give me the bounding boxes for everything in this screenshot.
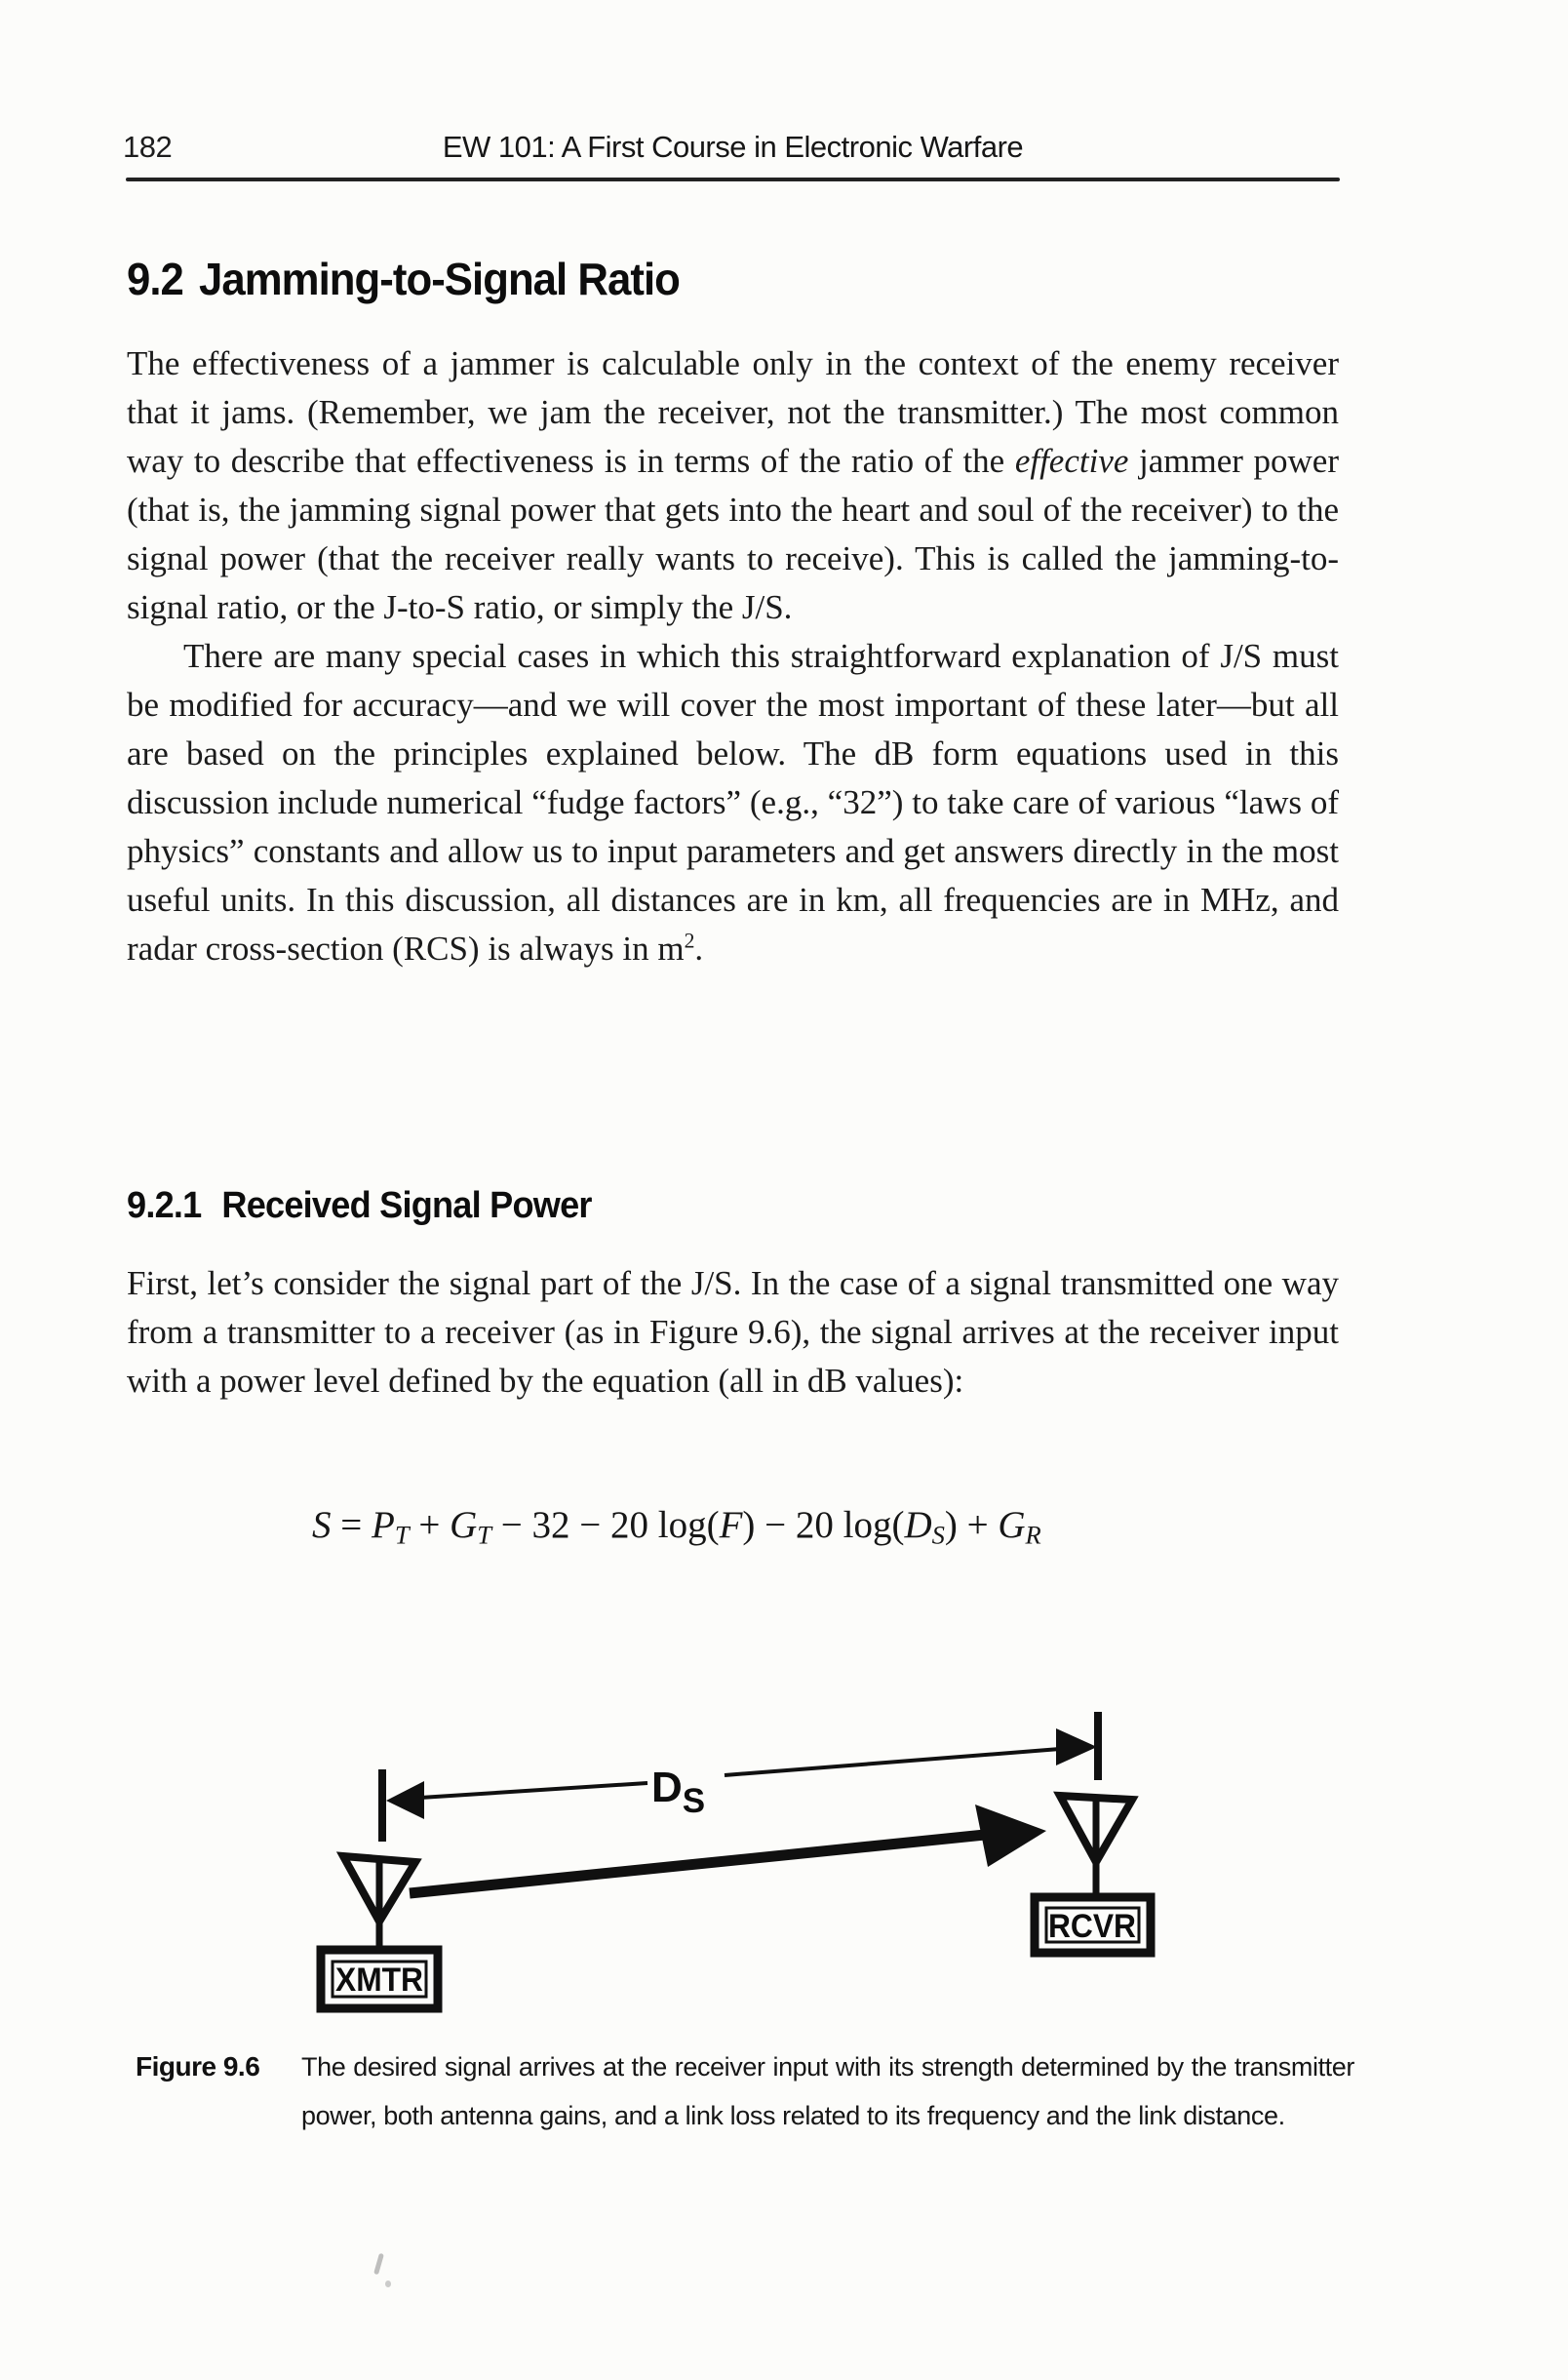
receiver-label: RCVR bbox=[1048, 1908, 1136, 1945]
paragraph-3-text: First, let’s consider the signal part of the J/S. In the case of a signal transmitted one way from a transmitter to a receiver (as in Figure 9.6), the signal arrives at the receiver input with a power level defined by the equation (all in dB values): bbox=[127, 1264, 1339, 1400]
paragraph-1: The effectiveness of a jammer is calculable only in the context of the enemy receiver that it jams. (Remember, we jam the receiver, not the transmitter.) The most common way to describe that effectiveness is in terms of the ratio of the effective jammer power (that is, the jamming signal power that gets into the heart and soul of the receiver) to the signal power (that the receiver really wants to receive). This is called the jamming-to-signal ratio, or the J-to-S ratio, or simply the J/S. bbox=[127, 344, 1339, 626]
subsection-heading bbox=[127, 1186, 592, 1225]
header-rule bbox=[126, 178, 1340, 181]
distance-line-right-segment bbox=[725, 1749, 1060, 1775]
section-title: Jamming-to-Signal Ratio bbox=[199, 254, 680, 304]
receiver-box bbox=[1035, 1897, 1151, 1953]
section-number: 9.2 bbox=[127, 254, 183, 304]
paragraph-2: There are many special cases in which this straightforward explanation of J/S must be modified for accuracy—and we will cover the most important of these later—but all are based on the principles explained below. The dB form equations used in this discussion include numerical “fudge factors” (e.g., “32”) to take care of various “laws of physics” constants and allow us to input parameters and get answers directly in the most useful units. In this discussion, all distances are in km, all frequencies are in MHz, and radar cross-section (RCS) is always in $m^2$. bbox=[127, 637, 1339, 968]
section-heading bbox=[127, 256, 680, 302]
distance-arrowhead-left-icon bbox=[386, 1781, 424, 1819]
transmitter-antenna-icon bbox=[343, 1856, 415, 1950]
subsection-title: Received Signal Power bbox=[221, 1185, 592, 1226]
signal-arrowhead-icon bbox=[975, 1805, 1046, 1867]
figure-9-6-diagram bbox=[293, 1697, 1190, 2029]
signal-power-equation: S = PT + GT − 32 − 20 log(F) − 20 log(DS) + GR bbox=[312, 1504, 1041, 1550]
page-number: 182 bbox=[123, 130, 173, 164]
scan-artifact bbox=[373, 2253, 384, 2276]
distance-arrowhead-right-icon bbox=[1056, 1728, 1097, 1765]
subsection-number: 9.2.1 bbox=[127, 1185, 202, 1226]
transmitter-label: XMTR bbox=[335, 1962, 423, 1999]
running-title: EW 101: A First Course in Electronic Warfare bbox=[442, 130, 1024, 164]
signal-line bbox=[410, 1835, 985, 1893]
distance-label: $D_S$ bbox=[651, 1764, 706, 1820]
transmitter-box bbox=[321, 1950, 438, 2008]
figure-caption-label: Figure 9.6 bbox=[136, 2051, 260, 2082]
figure-caption-text: The desired signal arrives at the receiver input with its strength determined by the transmitter power, both antenna gains, and a link loss related to its frequency and the link distance. bbox=[301, 2052, 1354, 2130]
distance-line-left-segment bbox=[420, 1783, 647, 1798]
receiver-antenna-icon bbox=[1060, 1796, 1132, 1897]
scan-artifact bbox=[385, 2281, 391, 2287]
paragraph-3 bbox=[127, 1259, 1339, 1406]
body-text bbox=[127, 339, 1339, 973]
